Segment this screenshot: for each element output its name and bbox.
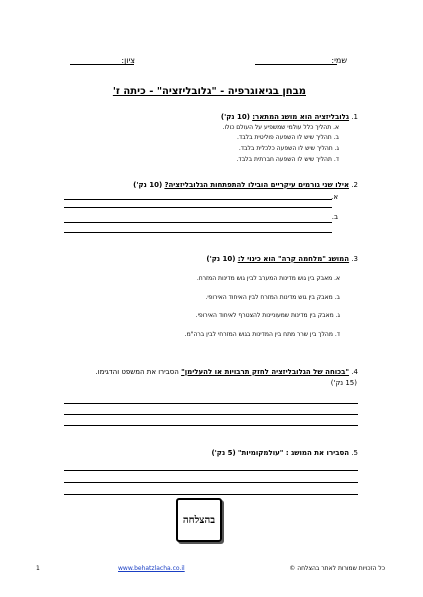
question-5-points: (5 נק') [211,449,236,457]
copyright-text: כל הזכויות שמורות לאתר בהצלחה © [289,565,385,572]
question-5-text: הסבירו את המושג : "עולמקומיות" [237,449,350,457]
question-2-answer-label-b: ב. [331,213,338,221]
question-4-text-rest: הסבירו את המשפט והדגימו. [95,368,182,376]
behatzlacha-logo [176,498,222,542]
question-1-option-a[interactable]: א. תהליך כלל עולמי שמשפיע על העולם כולו. [222,124,339,131]
question-1-points: (10 נק') [220,113,250,121]
question-4-text: "בכוחה של הגלובליזציה לחזק תרבויות או להעלימן" [181,368,350,376]
question-3-option-a[interactable]: א. מאבק בין גוש מדינות המערב לבין גוש מדינות המזרח. [196,275,340,282]
question-3 [206,255,358,264]
logo-text: בהצלחה [182,514,216,526]
site-link[interactable]: www.behatzlacha.co.il [118,565,185,572]
question-1-number: 1. [351,113,358,121]
question-1-option-b[interactable]: ב. תהליך שיש לו השפעה פוליטית בלבד. [237,134,339,141]
question-1-text: גלובליזציה הוא מושג המתאר: [252,113,350,121]
name-label: שמי: [331,56,347,65]
question-5-answer-line[interactable] [64,482,358,483]
question-2-text: אילו שני גורמים עיקריים הובילו להתפתחות הגלובליזציה? [164,181,350,189]
question-3-option-c[interactable]: ג. מאבק בין מדינות שמעוניינות להצטרף לאיחוד האירופי. [195,312,340,319]
question-3-text: המושג "מלחמה קרה" הוא כינוי ל: [237,255,350,263]
question-4-number: 4. [351,368,358,376]
question-4 [95,368,358,377]
question-2-points: (10 נק') [133,181,163,189]
question-4-answer-line[interactable] [64,425,358,426]
question-5-answer-line[interactable] [64,470,358,471]
question-5-number: 5. [351,449,358,457]
question-2 [133,181,358,190]
question-3-points: (10 נק') [206,255,236,263]
question-4-answer-line[interactable] [64,414,358,415]
question-3-option-b[interactable]: ב. מאבק בין גוש מדינות המזרח לבין האיחוד האירופי. [205,294,340,301]
page-title: מבחן בגיאוגרפיה - "גלובליזציה" - כיתה ז' [112,86,306,97]
question-2-number: 2. [351,181,358,189]
question-1 [221,113,358,122]
question-2-answer-line[interactable] [64,207,332,208]
question-5-answer-line[interactable] [64,494,358,495]
question-2-answer-line[interactable] [64,232,332,233]
question-4-points: (15 נק') [330,379,357,387]
question-3-number: 3. [351,255,358,263]
page-number: 1 [36,565,40,572]
question-5 [211,449,358,458]
grade-input-line[interactable] [70,64,134,65]
question-1-option-d[interactable]: ד. תהליך שיש לו השפעה חברתית בלבד. [236,156,339,163]
question-4-answer-line[interactable] [64,403,358,404]
question-2-answer-label-a: א. [331,193,338,201]
question-2-answer-line-a[interactable] [64,199,332,200]
question-2-answer-line-b[interactable] [64,222,332,223]
grade-label: ציון: [121,56,135,65]
question-1-option-c[interactable]: ג. תהליך שיש לו השפעה כלכלית בלבד. [238,145,339,152]
name-input-line[interactable] [255,64,337,65]
question-3-option-d[interactable]: ד. מהלך בין שרר מתח בין המדינות בגוש המזרחי לבין ברה"מ. [184,331,340,338]
